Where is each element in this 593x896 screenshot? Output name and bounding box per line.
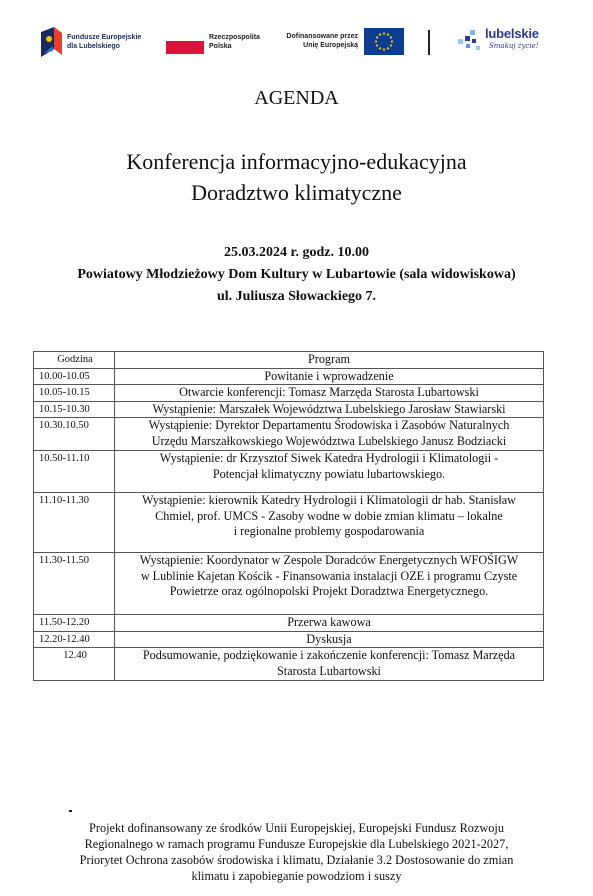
row-time: 11.30-11.50 bbox=[34, 553, 115, 615]
fundusze-line1: Fundusze Europejskie bbox=[67, 34, 142, 41]
eu-flag-icon bbox=[364, 28, 404, 55]
ue-line2: Unię Europejską bbox=[303, 42, 358, 49]
rzeczpospolita-text bbox=[209, 33, 279, 51]
event-address: ul. Juliusza Słowackiego 7. bbox=[216, 289, 377, 304]
row-time: 11.10-11.30 bbox=[34, 493, 115, 553]
rp-line2: Polska bbox=[209, 43, 232, 50]
table-row bbox=[34, 615, 544, 632]
agenda-table bbox=[33, 351, 544, 681]
row-time: 10.00-10.05 bbox=[34, 368, 115, 385]
logo-strip bbox=[0, 0, 593, 70]
row-program bbox=[115, 648, 544, 681]
row-time: 10.30.10.50 bbox=[34, 418, 115, 451]
footer-line2: Regionalnego w ramach programu Fundusze Europejskie dla Lubelskiego 2021-2027, bbox=[84, 837, 509, 851]
row-time: 11.50-12.20 bbox=[34, 615, 115, 632]
row-time: 10.15-10.30 bbox=[34, 401, 115, 418]
table-row bbox=[34, 631, 544, 648]
row-time: 10.50-11.10 bbox=[34, 451, 115, 493]
header-program: Program bbox=[115, 352, 544, 369]
row-program bbox=[115, 418, 544, 451]
program-line: Wystąpienie: Dyrektor Departamentu Środowiska i Zasobów Naturalnych bbox=[148, 418, 510, 432]
program-line: Potencjał klimatyczny powiatu lubartowskiego. bbox=[212, 466, 446, 481]
eu-cofinanced-text bbox=[278, 32, 358, 50]
row-program bbox=[115, 368, 544, 385]
fundusze-line2: dla Lubelskiego bbox=[67, 43, 120, 50]
program-line: w Lublinie Kajetan Kościk - Finansowania instalacji OZE i programu Czyste bbox=[140, 568, 518, 583]
rp-line1: Rzeczpospolita bbox=[209, 34, 260, 41]
row-time: 12.20-12.40 bbox=[34, 631, 115, 648]
row-program bbox=[115, 401, 544, 418]
ue-line1: Dofinansowane przez bbox=[286, 33, 358, 40]
program-line: Chmiel, prof. UMCS - Zasoby wodne w dobie zmian klimatu – lokalne bbox=[155, 508, 503, 523]
row-program bbox=[115, 493, 544, 553]
polish-flag-icon bbox=[166, 41, 204, 54]
table-row bbox=[34, 401, 544, 418]
table-row bbox=[34, 368, 544, 385]
program-line: Wystąpienie: kierownik Katedry Hydrologii i Klimatologii dr hab. Stanisław bbox=[142, 493, 516, 507]
table-header-row bbox=[34, 352, 544, 369]
event-venue: Powiatowy Młodzieżowy Dom Kultury w Lubartowie (sala widowiskowa) bbox=[77, 267, 516, 282]
program-line: Wystąpienie: dr Krzysztof Siwek Katedra Hydrologii i Klimatologii - bbox=[159, 451, 499, 465]
program-line: Powietrze oraz ogólnopolski Projekt Doradztwa Energetycznego. bbox=[169, 584, 489, 598]
program-line: Urzędu Marszałkowskiego Województwa Lubelskiego Janusz Bodziacki bbox=[151, 433, 507, 448]
agenda-heading: AGENDA bbox=[254, 87, 339, 109]
fundusze-europejskie-logo-icon bbox=[41, 27, 62, 57]
row-program bbox=[115, 631, 544, 648]
program-line: Przerwa kawowa bbox=[287, 615, 371, 629]
footer-line3: Priorytet Ochrona zasobów środowiska i klimatu, Działanie 3.2 Dostosowanie do zmian bbox=[79, 853, 514, 867]
lubelskie-slogan: Smakuj życie! bbox=[489, 42, 539, 50]
table-row bbox=[34, 385, 544, 402]
row-program bbox=[115, 553, 544, 615]
row-program bbox=[115, 385, 544, 402]
program-line: Wystąpienie: Koordynator w Zespole Doradców Energetycznych WFOŚIGW bbox=[139, 553, 519, 567]
footer-line1: Projekt dofinansowany ze środków Unii Europejskiej, Europejski Fundusz Rozwoju bbox=[89, 821, 504, 835]
header-time: Godzina bbox=[34, 352, 115, 369]
event-details bbox=[0, 242, 593, 308]
table-row bbox=[34, 553, 544, 615]
table-row bbox=[34, 493, 544, 553]
program-line: Otwarcie konferencji: Tomasz Marzęda Starosta Lubartowski bbox=[179, 385, 479, 399]
fundusze-europejskie-text bbox=[67, 33, 167, 51]
conference-title-line2: Doradztwo klimatyczne bbox=[191, 180, 402, 205]
conference-title bbox=[0, 146, 593, 208]
row-time: 10.05-10.15 bbox=[34, 385, 115, 402]
program-line: i regionalne problemy gospodarowania bbox=[233, 524, 425, 538]
row-program bbox=[115, 451, 544, 493]
program-line: Starosta Lubartowski bbox=[277, 663, 381, 678]
lubelskie-logo-icon bbox=[456, 28, 484, 54]
row-program bbox=[115, 615, 544, 632]
logo-divider bbox=[428, 30, 430, 55]
conference-title-line1: Konferencja informacyjno-edukacyjna bbox=[126, 149, 467, 174]
lubelskie-brand-text: lubelskie bbox=[485, 26, 539, 41]
program-line: Wystąpienie: Marszałek Województwa Lubelskiego Jarosław Stawiarski bbox=[152, 401, 506, 416]
program-line: Powitanie i wprowadzenie bbox=[264, 368, 394, 383]
scan-speck bbox=[69, 810, 72, 812]
program-line: Podsumowanie, podziękowanie i zakończenie konferencji: Tomasz Marzęda bbox=[142, 648, 516, 662]
row-time: 12.40 bbox=[34, 648, 115, 681]
table-row bbox=[34, 451, 544, 493]
event-date: 25.03.2024 r. godz. 10.00 bbox=[224, 245, 369, 260]
table-row bbox=[34, 648, 544, 681]
funding-footer bbox=[0, 820, 593, 884]
table-row bbox=[34, 418, 544, 451]
program-line: Dyskusja bbox=[306, 631, 352, 646]
footer-line4: klimatu i zapobieganie powodziom i suszy bbox=[191, 869, 402, 883]
